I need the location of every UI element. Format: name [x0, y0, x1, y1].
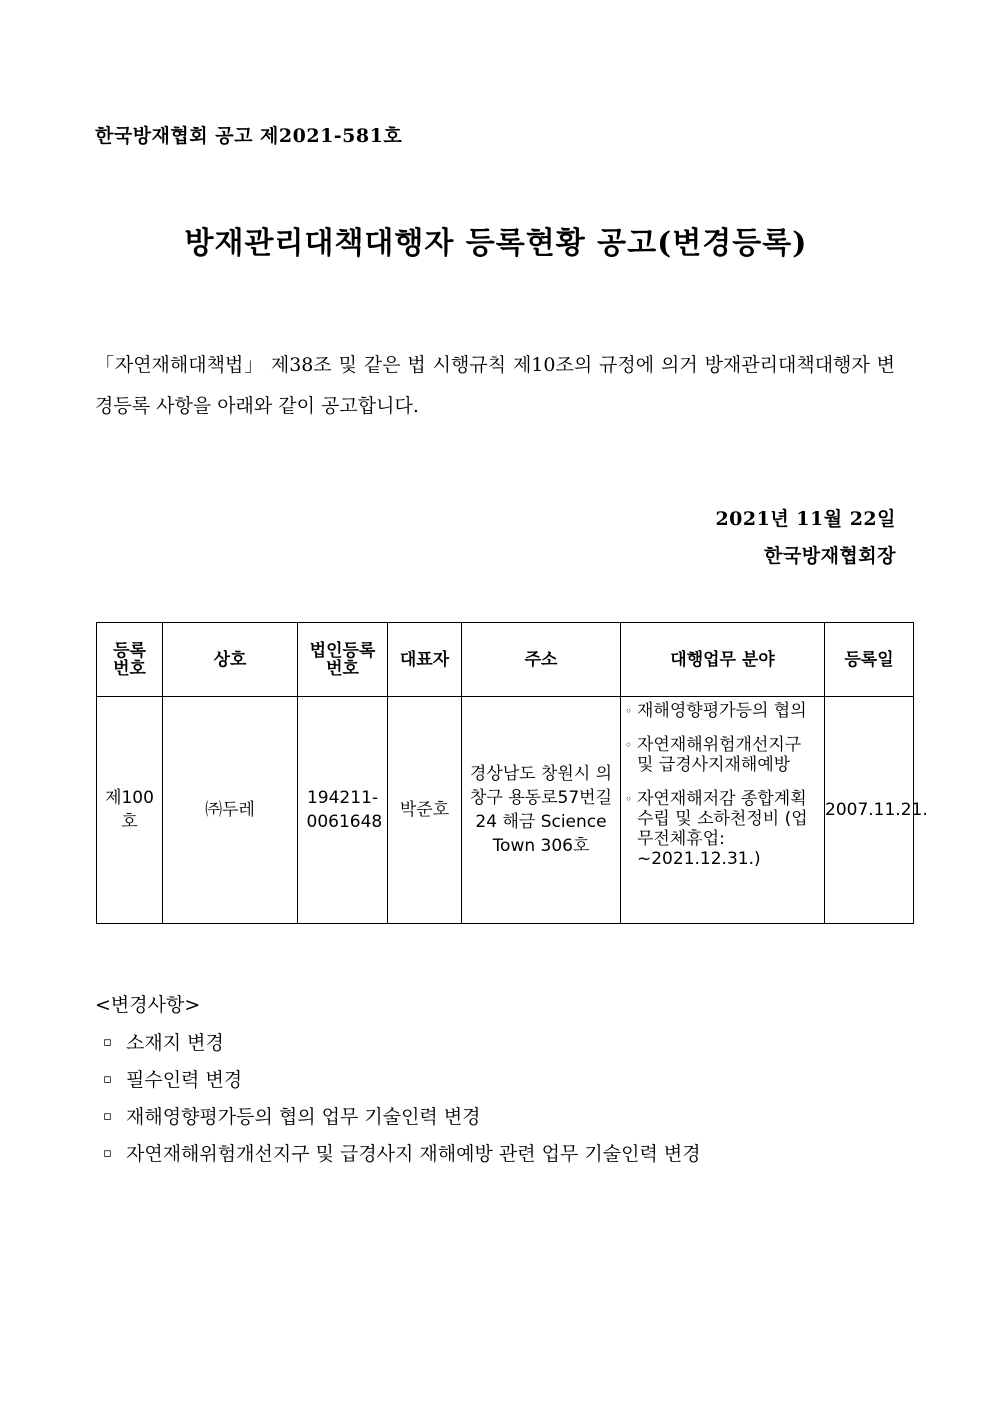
business-item: ◦ 자연재해위험개선지구 및 급경사지재해예방: [625, 735, 802, 775]
list-item: ▫ 소재지 변경: [95, 1028, 701, 1065]
cell-business: [621, 697, 825, 924]
notice-number: 한국방재협회 공고 제2021-581호: [95, 125, 403, 147]
registration-table: [96, 622, 928, 924]
square-bullet-icon: ▫: [103, 1035, 112, 1050]
business-item: ◦ 자연재해저감 종합계획 수립 및 소하천정비 (업무전체휴업: ~2021.12.31.): [625, 789, 808, 869]
cell-ceo: 박준호: [388, 697, 462, 924]
header-address: 주소: [462, 623, 621, 697]
cell-reg-date: 2007.11.21.: [825, 697, 914, 924]
header-reg-date: 등록일: [825, 623, 914, 697]
header-business: 대행업무 분야: [621, 623, 825, 697]
bullet-circle-icon: ◦: [625, 738, 633, 752]
header-company: 상호: [163, 623, 298, 697]
body-paragraph: 「자연재해대책법」 제38조 및 같은 법 시행규칙 제10조의 규정에 의거 방재관리대책대행자 변경등록 사항을 아래와 같이 공고합니다.: [95, 354, 895, 417]
cell-company: ㈜두레: [163, 697, 298, 924]
table-header-row: [97, 623, 914, 697]
list-item: ▫ 재해영향평가등의 협의 업무 기술인력 변경: [95, 1102, 701, 1139]
changes-heading: <변경사항>: [95, 994, 201, 1016]
header-ceo: 대표자: [388, 623, 462, 697]
business-item: ◦ 재해영향평가등의 협의: [625, 701, 807, 721]
list-item: ▫ 필수인력 변경: [95, 1065, 701, 1102]
table-row: [97, 697, 914, 924]
square-bullet-icon: ▫: [103, 1146, 112, 1161]
cell-reg-no: 제100호: [97, 697, 163, 924]
notice-date: 2021년 11월 22일: [715, 508, 896, 530]
square-bullet-icon: ▫: [103, 1109, 112, 1124]
header-corp-no: 법인등록번호: [298, 623, 388, 697]
list-item: ▫ 자연재해위험개선지구 및 급경사지 재해예방 관련 업무 기술인력 변경: [95, 1139, 701, 1176]
cell-corp-no: 194211-0061648: [298, 697, 388, 924]
changes-list: [95, 1028, 701, 1176]
bullet-circle-icon: ◦: [625, 704, 633, 718]
issuer-name: 한국방재협회장: [764, 545, 896, 567]
square-bullet-icon: ▫: [103, 1072, 112, 1087]
document-title: 방재관리대책대행자 등록현황 공고(변경등록): [184, 226, 808, 261]
header-reg-no: 등록번호: [97, 623, 163, 697]
bullet-circle-icon: ◦: [625, 792, 633, 806]
cell-address: 경상남도 창원시 의창구 용동로57번길 24 해금 Science Town 306호: [462, 697, 621, 924]
